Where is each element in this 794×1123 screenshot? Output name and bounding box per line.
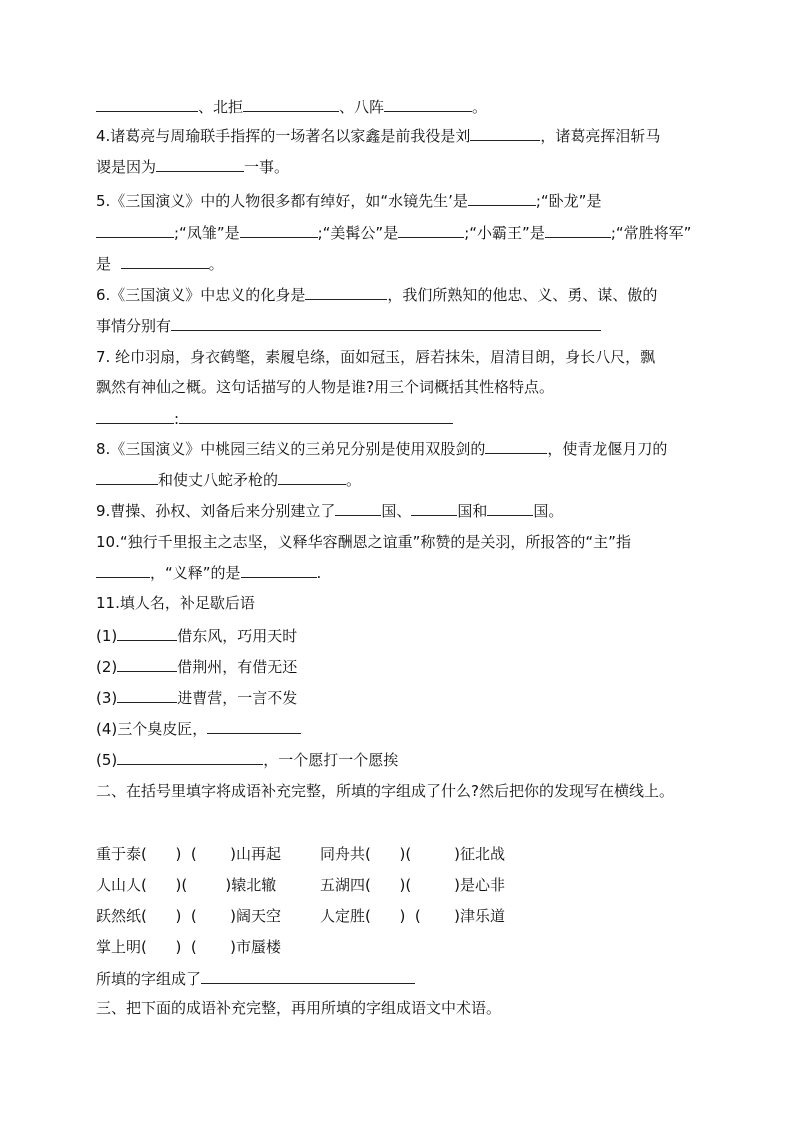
- answer-blank[interactable]: [545, 222, 611, 238]
- question-text: 9.曹操、孙权、刘备后来分别建立了: [96, 502, 336, 520]
- item-number: (3): [96, 689, 118, 707]
- answer-blank[interactable]: [201, 968, 415, 984]
- question-text: 10.“独行千里报主之志坚，义释华容酬恩之谊重”称赞的是关羽，所报答的“主”指: [96, 533, 631, 551]
- answer-blank[interactable]: [171, 315, 601, 331]
- question-text: 8.《三国演义》中桃园三结义的三弟兄分别是使用双股剑的: [96, 440, 486, 458]
- question-text: ;“常胜将军”: [610, 224, 692, 242]
- text: 、北拒: [198, 98, 244, 116]
- q6-line2: [96, 315, 601, 337]
- idiom-item: 五湖四( )( )是心非: [320, 876, 505, 894]
- question-text: 国。: [533, 502, 564, 520]
- question-text: 谡是因为: [96, 158, 157, 176]
- q7-line1: [96, 346, 655, 368]
- question-text: ，我们所熟知的他忠、义、勇、谋、傲的: [387, 286, 658, 304]
- question-text: 。: [346, 471, 362, 489]
- question-text: ，使青龙偃月刀的: [547, 440, 668, 458]
- answer-blank[interactable]: [117, 749, 263, 765]
- answer-blank[interactable]: [485, 438, 547, 454]
- item-text: 三个臭皮匠，: [117, 720, 208, 738]
- item-number: (4): [96, 720, 118, 738]
- idiom-item: 同舟共( )( )征北战: [320, 845, 505, 863]
- q11-title: [96, 592, 255, 614]
- answer-blank[interactable]: [243, 96, 339, 112]
- q7-line3: [96, 408, 453, 430]
- idiom-item: 人定胜( ) ( )津乐道: [320, 907, 505, 925]
- answer-blank[interactable]: [96, 222, 174, 238]
- answer-blank[interactable]: [96, 469, 158, 485]
- q5-line2: [96, 222, 691, 244]
- answer-blank[interactable]: [305, 284, 387, 300]
- q4-line1: [96, 125, 660, 147]
- section-heading: 二、在括号里填字将成语补充完整，所填的字组成了什么?然后把你的发现写在横线上。: [96, 782, 674, 800]
- question-text: 所填的字组成了: [96, 970, 202, 988]
- question-text: .: [316, 564, 322, 582]
- question-text: 一事。: [244, 158, 290, 176]
- question-text: 11.填人名，补足歇后语: [96, 594, 255, 612]
- question-text: 是: [96, 255, 112, 273]
- answer-blank[interactable]: [117, 625, 177, 641]
- question-text: 国、: [381, 502, 412, 520]
- answer-blank[interactable]: [335, 500, 381, 516]
- answer-blank[interactable]: [96, 408, 174, 424]
- q8-line2: [96, 469, 361, 491]
- q3-tail-line: [96, 96, 487, 118]
- text: 。: [472, 98, 488, 116]
- question-text: 7. 纶巾羽扇，身衣鹤氅，素履皂绦，面如冠玉，唇若抹朱，眉清目朗，身长八尺，飘: [96, 348, 656, 366]
- idiom-item: 人山人( )( )辕北辙: [96, 876, 277, 894]
- answer-blank[interactable]: [96, 562, 150, 578]
- answer-blank[interactable]: [241, 562, 317, 578]
- answer-blank[interactable]: [411, 500, 457, 516]
- section-heading: 三、把下面的成语补充完整，再用所填的字组成语文中术语。: [96, 999, 502, 1017]
- question-text: 5.《三国演义》中的人物很多都有绰好，如“水镜先生’是: [96, 192, 468, 210]
- item-number: (5): [96, 751, 118, 769]
- question-text: ;“小霸王”是: [464, 224, 545, 242]
- question-text: 事情分别有: [96, 317, 172, 335]
- q11-item: [96, 656, 297, 678]
- question-text: 和使丈八蛇矛枪的: [158, 471, 279, 489]
- q10-line1: [96, 531, 631, 553]
- answer-blank[interactable]: [487, 500, 533, 516]
- item-number: (1): [96, 627, 118, 645]
- answer-blank[interactable]: [384, 96, 472, 112]
- answer-blank[interactable]: [121, 253, 209, 269]
- q10-line2: [96, 562, 321, 584]
- item-text: 进曹营，一言不发: [177, 689, 298, 707]
- answer-blank[interactable]: [179, 408, 453, 424]
- question-text: 国和: [457, 502, 488, 520]
- section3-title: [96, 997, 501, 1019]
- q11-item: [96, 749, 398, 771]
- question-text: ;“美髯公”是: [317, 224, 399, 242]
- question-text: ，“义释”的是: [150, 564, 241, 582]
- question-text: 6.《三国演义》中忠义的化身是: [96, 286, 306, 304]
- idiom-item: 跃然纸( ) ( )阔天空: [96, 907, 281, 925]
- answer-blank[interactable]: [468, 190, 536, 206]
- q11-item: [96, 625, 297, 647]
- section2-result: [96, 968, 415, 990]
- question-text: 。: [208, 255, 224, 273]
- question-text: ;“卧龙”是: [535, 192, 602, 210]
- idiom-item: 掌上明( ) ( )市蜃楼: [96, 938, 281, 956]
- idiom-item: 重于泰( ) ( )山再起: [96, 845, 281, 863]
- q8-line1: [96, 438, 667, 460]
- answer-blank[interactable]: [96, 96, 198, 112]
- text: 、八阵: [339, 98, 385, 116]
- q7-line2: [96, 376, 554, 398]
- answer-blank[interactable]: [117, 656, 177, 672]
- q4-line2: [96, 156, 289, 178]
- item-text: 借荆州，有借无还: [177, 658, 298, 676]
- question-text: 4.诸葛亮与周瑜联手指挥的一场著名以家鑫是前我役是刘: [96, 127, 471, 145]
- q6-line1: [96, 284, 657, 306]
- q5-line3: [96, 253, 224, 275]
- question-text: 飘然有神仙之概。这句话描写的人物是谁?用三个词概括其性格特点。: [96, 378, 554, 396]
- q9-line: [96, 500, 563, 522]
- item-number: (2): [96, 658, 118, 676]
- q5-line1: [96, 190, 601, 212]
- item-text: 借东风，巧用天时: [177, 627, 298, 645]
- answer-blank[interactable]: [207, 718, 301, 734]
- item-text: ，一个愿打一个愿挨: [263, 751, 399, 769]
- answer-blank[interactable]: [240, 222, 318, 238]
- q11-item: [96, 687, 297, 709]
- question-text: ;“凤雏”是: [174, 224, 240, 242]
- q11-item: [96, 718, 301, 740]
- section2-title: [96, 780, 674, 802]
- answer-blank[interactable]: [117, 687, 177, 703]
- answer-blank[interactable]: [470, 125, 540, 141]
- answer-blank[interactable]: [278, 469, 346, 485]
- answer-blank[interactable]: [156, 156, 244, 172]
- question-text: ，诸葛亮挥泪斩马: [540, 127, 661, 145]
- text: :: [174, 410, 180, 428]
- answer-blank[interactable]: [398, 222, 464, 238]
